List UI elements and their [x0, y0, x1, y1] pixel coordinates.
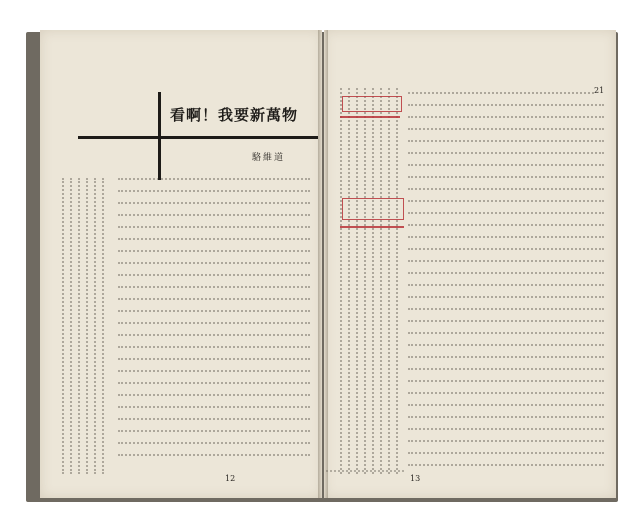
right-top-number: 21 [594, 86, 605, 95]
left-page-number: 12 [225, 474, 236, 483]
footnote-rule [326, 470, 404, 475]
article-title: 看啊！我要新萬物 [170, 106, 299, 124]
title-block [158, 92, 318, 136]
author-name: 駱維道 [252, 153, 286, 163]
title-horizontal-rule [78, 136, 318, 139]
book-gutter [318, 30, 328, 498]
right-page-number: 13 [410, 474, 421, 483]
